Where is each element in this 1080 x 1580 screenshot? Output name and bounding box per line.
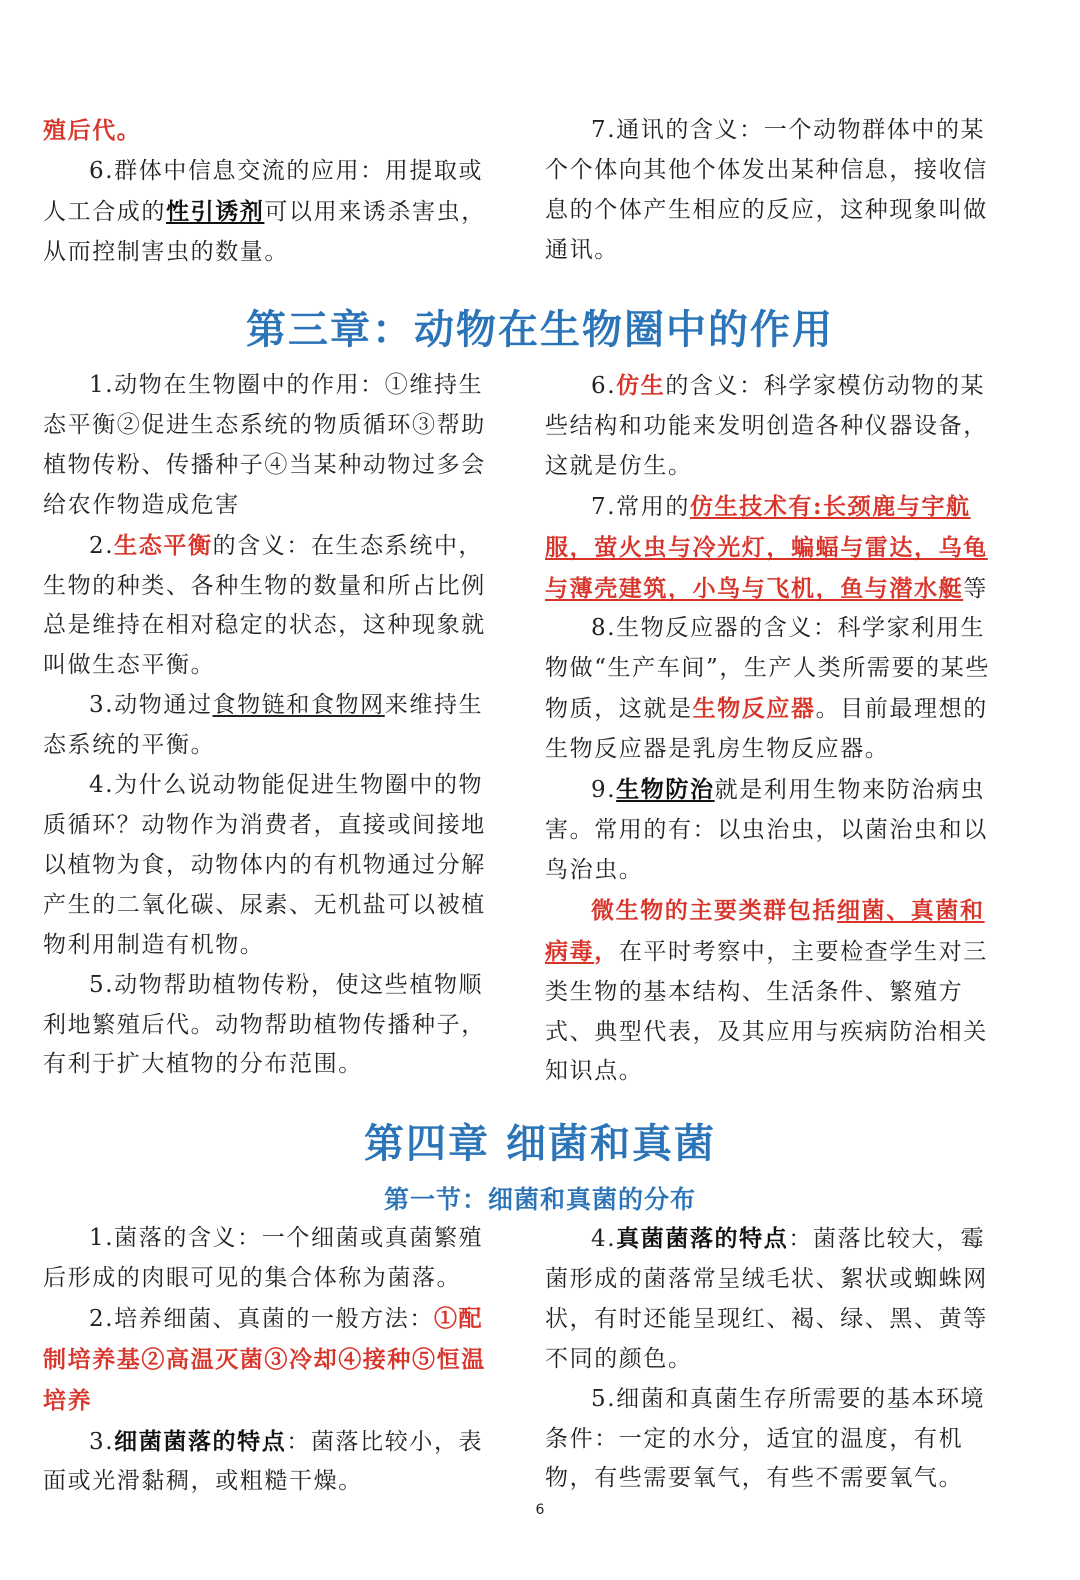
- paragraph: 4.真菌菌落的特点：菌落比较大，霉菌形成的菌落常呈绒毛状、絮状或蜘蛛网状，有时还能呈现红、褐、绿、黑、黄等不同的颜色。: [545, 1225, 988, 1372]
- chapter-3-title: 第三章：动物在生物圈中的作用: [246, 306, 834, 353]
- paragraph: 2.生态平衡的含义：在生态系统中，生物的种类、各种生物的数量和所占比例总是维持在相对稳定的状态，这种现象就叫做生态平衡。: [43, 531, 486, 679]
- paragraph: 8.生物反应器的含义：科学家利用生物做“生产车间”，生产人类所需要的某些物质，这就是生物反应器。目前最理想的生物反应器是乳房生物反应器。: [545, 615, 990, 763]
- chapter-4-title: 第四章 细菌和真菌: [364, 1120, 716, 1167]
- chapter-3-right-column: [545, 366, 1005, 1092]
- paragraph: 3.动物通过食物链和食物网来维持生态系统的平衡。: [43, 692, 484, 759]
- paragraph: 3.细菌菌落的特点：菌落比较小，表面或光滑黏稠，或粗糙干燥。: [43, 1427, 484, 1495]
- page-number: 6: [535, 1502, 545, 1518]
- paragraph: 殖后代。: [43, 117, 142, 144]
- paragraph: 9.生物防治就是利用生物来防治病虫害。常用的有：以虫治虫，以菌治虫和以鸟治虫。: [545, 776, 988, 883]
- chapter-4-right-column: [545, 1219, 1005, 1499]
- paragraph: 2.培养细菌、真菌的一般方法：①配制培养基②高温灭菌③冷却④接种⑤恒温培养: [43, 1304, 486, 1414]
- paragraph: 7.常用的仿生技术有:长颈鹿与宇航服，萤火虫与冷光灯，蝙蝠与雷达，乌龟与薄壳建筑，小鸟与飞机，鱼与潜水艇等: [545, 492, 988, 602]
- paragraph: 1.菌落的含义：一个细菌或真菌繁殖后形成的肉眼可见的集合体称为菌落。: [43, 1225, 484, 1291]
- chapter-3-left-column: [43, 366, 503, 1085]
- top-left-column: [43, 111, 503, 273]
- paragraph: 6.群体中信息交流的应用：用提取或人工合成的性引诱剂可以用来诱杀害虫，从而控制害虫的数量。: [43, 157, 486, 265]
- section-title: 第一节：细菌和真菌的分布: [383, 1185, 696, 1214]
- keyword-sex-attractant: 性引诱剂: [166, 197, 265, 225]
- paragraph: 5.动物帮助植物传粉，使这些植物顺利地繁殖后代。动物帮助植物传播种子，有利于扩大植物的分布范围。: [43, 971, 486, 1078]
- paragraph: 1.动物在生物圈中的作用：①维持生态平衡②促进生态系统的物质循环③帮助植物传粉、传播种子④当某种动物过多会给农作物造成危害: [43, 372, 486, 518]
- paragraph: 微生物的主要类群包括细菌、真菌和病毒，在平时考察中，主要检查学生对三类生物的基本结构、生活条件、繁殖方式、典型代表，及其应用与疾病防治相关知识点。: [545, 896, 988, 1085]
- paragraph: 7.通讯的含义：一个动物群体中的某个个体向其他个体发出某种信息，接收信息的个体产生相应的反应，这种现象叫做通讯。: [545, 117, 988, 263]
- top-right-column: [545, 111, 1005, 271]
- paragraph: 5.细菌和真菌生存所需要的基本环境条件：一定的水分，适宜的温度，有机物，有些需要氧气，有些不需要氧气。: [545, 1385, 986, 1492]
- paragraph: 4.为什么说动物能促进生物圈中的物质循环？动物作为消费者，直接或间接地以植物为食，动物体内的有机物通过分解产生的二氧化碳、尿素、无机盐可以被植物利用制造有机物。: [43, 772, 486, 958]
- chapter-4-left-column: [43, 1219, 503, 1502]
- paragraph: 6.仿生的含义：科学家模仿动物的某些结构和功能来发明创造各种仪器设备，这就是仿生。: [545, 372, 988, 479]
